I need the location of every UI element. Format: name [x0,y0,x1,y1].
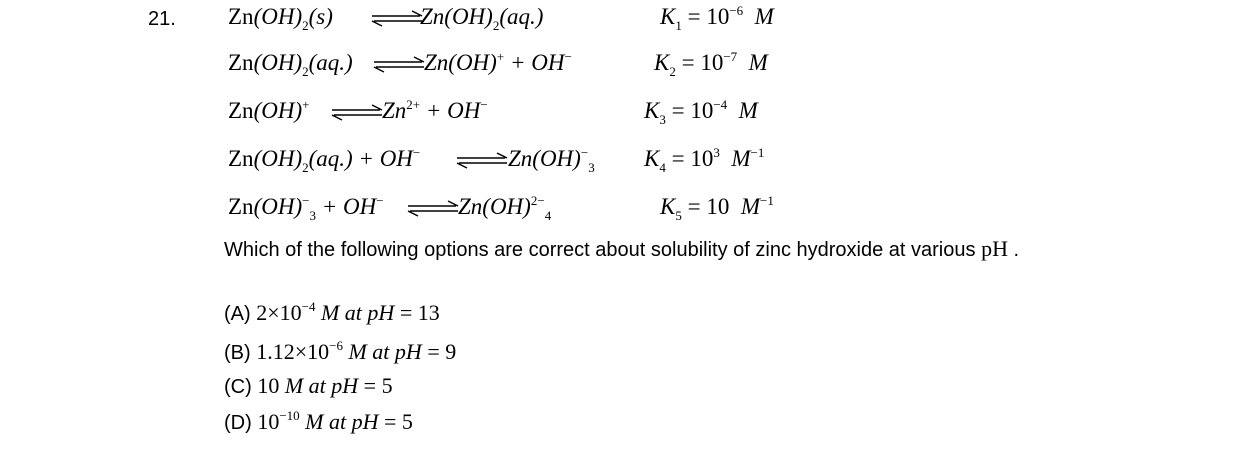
k-exponent: −4 [713,97,728,112]
option-exponent: −10 [279,408,300,423]
reactant-part: 2 [302,18,309,33]
product-part: 2 [492,18,500,33]
equilibrium-constant [660,193,774,223]
reactant-part: + [302,97,310,112]
k-unit-exponent: −1 [750,145,765,160]
k-equals: = [665,98,691,123]
products [508,145,595,175]
reactant-part: − [302,193,310,208]
k-unit: M [729,194,760,219]
option-value: = 5 [358,373,393,398]
equilibrium-row [228,98,788,138]
answer-option[interactable] [224,409,413,435]
k-equals: = [675,50,701,75]
product-part: − [564,49,572,64]
reactant-part: Zn [228,146,254,171]
k-symbol: K [644,146,660,171]
k-symbol: K [660,194,676,219]
option-label: (D) [224,412,258,434]
k-unit-exponent: −1 [760,193,774,208]
product-part: Zn(OH) [420,4,493,29]
equilibrium-arrow-icon [372,54,426,74]
equilibrium-arrow-icon [406,198,460,218]
k-symbol: K [644,98,660,123]
product-part: − [480,97,488,112]
reactants [228,4,333,33]
k-value: 10 [690,146,714,171]
reactant-part: (OH) [253,146,303,171]
reactant-part: 2 [302,160,309,175]
option-unit: M at pH [299,409,379,434]
k-index: 1 [675,18,682,33]
reactants [228,50,353,79]
product-part: Zn(OH) [508,146,581,171]
option-exponent: −4 [301,299,316,314]
option-value: = 5 [378,409,413,434]
reactant-part: Zn [228,194,254,219]
k-symbol: K [660,4,676,29]
product-part: 3 [588,160,595,175]
option-unit: M at pH [342,339,422,364]
reactant-part: (OH) [253,50,303,75]
reactant-part: Zn [228,50,254,75]
k-exponent: 3 [713,145,720,160]
equilibrium-arrow-icon [330,102,384,122]
product-part: − [580,145,589,160]
equilibrium-constant [644,97,758,127]
product-part: + [496,49,505,64]
stem-end: . [1007,239,1020,261]
reactant-part: 2 [302,64,309,79]
reactant-part: Zn [228,98,254,123]
k-index: 5 [675,208,682,223]
answer-option[interactable] [224,300,440,326]
reactant-part: (s) [308,4,333,29]
reactant-part: − [412,145,421,160]
option-label: (B) [224,342,257,364]
reactant-part: (OH) [253,4,303,29]
equilibrium-constant [644,145,765,175]
products [420,4,544,33]
product-part: Zn [382,98,407,123]
products [458,193,552,223]
equilibrium-row [228,146,788,186]
k-unit: M [743,4,774,29]
stem-text: Which of the following options are correct about solubility of zinc hydroxide at various [224,239,976,261]
question-number: 21. [148,8,176,30]
equilibrium-arrow-icon [455,150,509,170]
k-value: 10 [706,4,730,29]
k-index: 3 [659,112,666,127]
reactant-part: 3 [309,208,316,223]
reactant-part: Zn [228,4,254,29]
k-equals: = [681,4,707,29]
reactants [228,193,384,223]
option-mantissa: 10 [257,409,280,434]
k-unit: M [737,50,768,75]
k-index: 4 [659,160,666,175]
product-part: + OH [420,98,481,123]
option-exponent: −6 [329,338,343,353]
option-label: (C) [224,376,258,398]
stem-ph: pH [981,236,1008,261]
option-mantissa: 1.12×10 [256,339,330,364]
reactant-part: (aq.) [308,50,353,75]
product-part: 4 [544,208,552,223]
k-equals: = [665,146,691,171]
equilibrium-row [228,50,788,90]
product-part: Zn(OH) [424,50,497,75]
reactant-part: (OH) [253,98,303,123]
k-equals: = [681,194,707,219]
option-unit: M at pH [315,300,395,325]
k-unit: M [727,98,758,123]
k-value: 10 [706,194,730,219]
k-exponent: −7 [723,49,738,64]
option-unit: M at pH [279,373,359,398]
k-exponent: −6 [729,3,744,18]
product-part: + OH [504,50,565,75]
option-mantissa: 10 [257,373,280,398]
equilibrium-row [228,194,788,234]
answer-option[interactable] [224,339,456,365]
reactants [228,145,421,175]
reactant-part: (aq.) + OH [308,146,413,171]
k-index: 2 [669,64,676,79]
products [424,50,572,76]
product-part: (aq.) [499,4,544,29]
option-mantissa: 2×10 [256,300,302,325]
product-part: Zn(OH) [458,194,531,219]
equilibrium-constant [660,3,774,33]
k-value: 10 [700,50,724,75]
reactant-part: + OH [315,194,377,219]
answer-option[interactable] [224,373,393,399]
option-label: (A) [224,303,257,325]
product-part: 2− [530,193,545,208]
reactant-part: − [376,193,384,208]
k-unit: M [719,146,751,171]
reactants [228,98,309,124]
equilibrium-row [228,4,788,44]
reactant-part: (OH) [253,194,303,219]
option-value: = 9 [421,339,457,364]
k-symbol: K [654,50,670,75]
question-stem [224,234,1126,265]
product-part: 2+ [406,97,421,112]
products [382,98,488,124]
equilibrium-constant [654,49,768,79]
option-value: = 13 [394,300,440,325]
k-value: 10 [690,98,714,123]
equilibrium-arrow-icon [370,8,424,28]
